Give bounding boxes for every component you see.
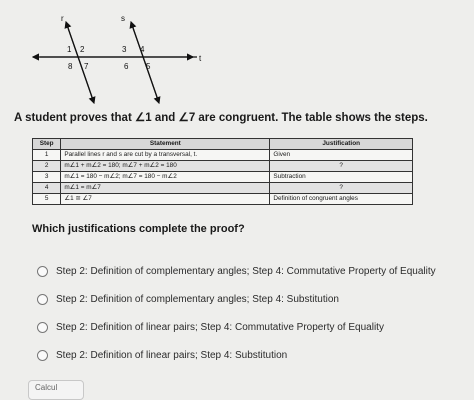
step-number: 1 <box>33 150 61 161</box>
label-t: t <box>199 54 202 63</box>
justification-cell: Subtraction <box>270 172 413 183</box>
angle-label-5: 5 <box>146 62 151 71</box>
table-header-row <box>33 139 413 150</box>
answer-option-label: Step 2: Definition of linear pairs; Step 4: Commutative Property of Equality <box>56 322 384 333</box>
justification-cell: Given <box>270 150 413 161</box>
answer-option-3[interactable] <box>37 322 384 333</box>
answer-option-1[interactable] <box>37 266 436 277</box>
step-number: 4 <box>33 183 61 194</box>
statement-cell: m∠1 + m∠2 = 180; m∠7 + m∠2 = 180 <box>61 161 270 172</box>
radio-button[interactable] <box>37 350 48 361</box>
justification-cell: Definition of congruent angles <box>270 194 413 205</box>
answer-option-label: Step 2: Definition of linear pairs; Step 4: Substitution <box>56 350 288 361</box>
justification-cell: ? <box>270 161 413 172</box>
radio-button[interactable] <box>37 322 48 333</box>
angle-label-2: 2 <box>80 45 85 54</box>
question-text: Which justifications complete the proof? <box>32 223 245 235</box>
calculator-button[interactable] <box>28 380 84 400</box>
step-number: 2 <box>33 161 61 172</box>
angle-label-8: 8 <box>68 62 73 71</box>
header-justification: Justification <box>270 139 413 150</box>
table-row <box>33 194 413 205</box>
answer-option-2[interactable] <box>37 294 339 305</box>
answer-option-4[interactable] <box>37 350 287 361</box>
radio-button[interactable] <box>37 266 48 277</box>
calculator-label: Calcul <box>35 383 58 392</box>
table-row <box>33 172 413 183</box>
parallel-lines-figure <box>0 0 474 110</box>
angle-label-4: 4 <box>140 45 145 54</box>
label-r: r <box>61 14 64 23</box>
step-number: 3 <box>33 172 61 183</box>
step-number: 5 <box>33 194 61 205</box>
table-row <box>33 150 413 161</box>
answer-option-label: Step 2: Definition of complementary angles; Step 4: Substitution <box>56 294 339 305</box>
angle-label-6: 6 <box>124 62 129 71</box>
problem-prompt: A student proves that ∠1 and ∠7 are congruent. The table shows the steps. <box>14 112 428 124</box>
answer-option-label: Step 2: Definition of complementary angles; Step 4: Commutative Property of Equality <box>56 266 436 277</box>
table-row <box>33 183 413 194</box>
proof-table <box>32 138 413 205</box>
header-step: Step <box>33 139 61 150</box>
statement-cell: ∠1 ≅ ∠7 <box>61 194 270 205</box>
statement-cell: Parallel lines r and s are cut by a transversal, t. <box>61 150 270 161</box>
justification-cell: ? <box>270 183 413 194</box>
angle-label-3: 3 <box>122 45 127 54</box>
statement-cell: m∠1 = 180 − m∠2; m∠7 = 180 − m∠2 <box>61 172 270 183</box>
angle-label-7: 7 <box>84 62 89 71</box>
statement-cell: m∠1 = m∠7 <box>61 183 270 194</box>
table-row <box>33 161 413 172</box>
angle-label-1: 1 <box>67 45 72 54</box>
label-s: s <box>121 14 125 23</box>
radio-button[interactable] <box>37 294 48 305</box>
header-statement: Statement <box>61 139 270 150</box>
